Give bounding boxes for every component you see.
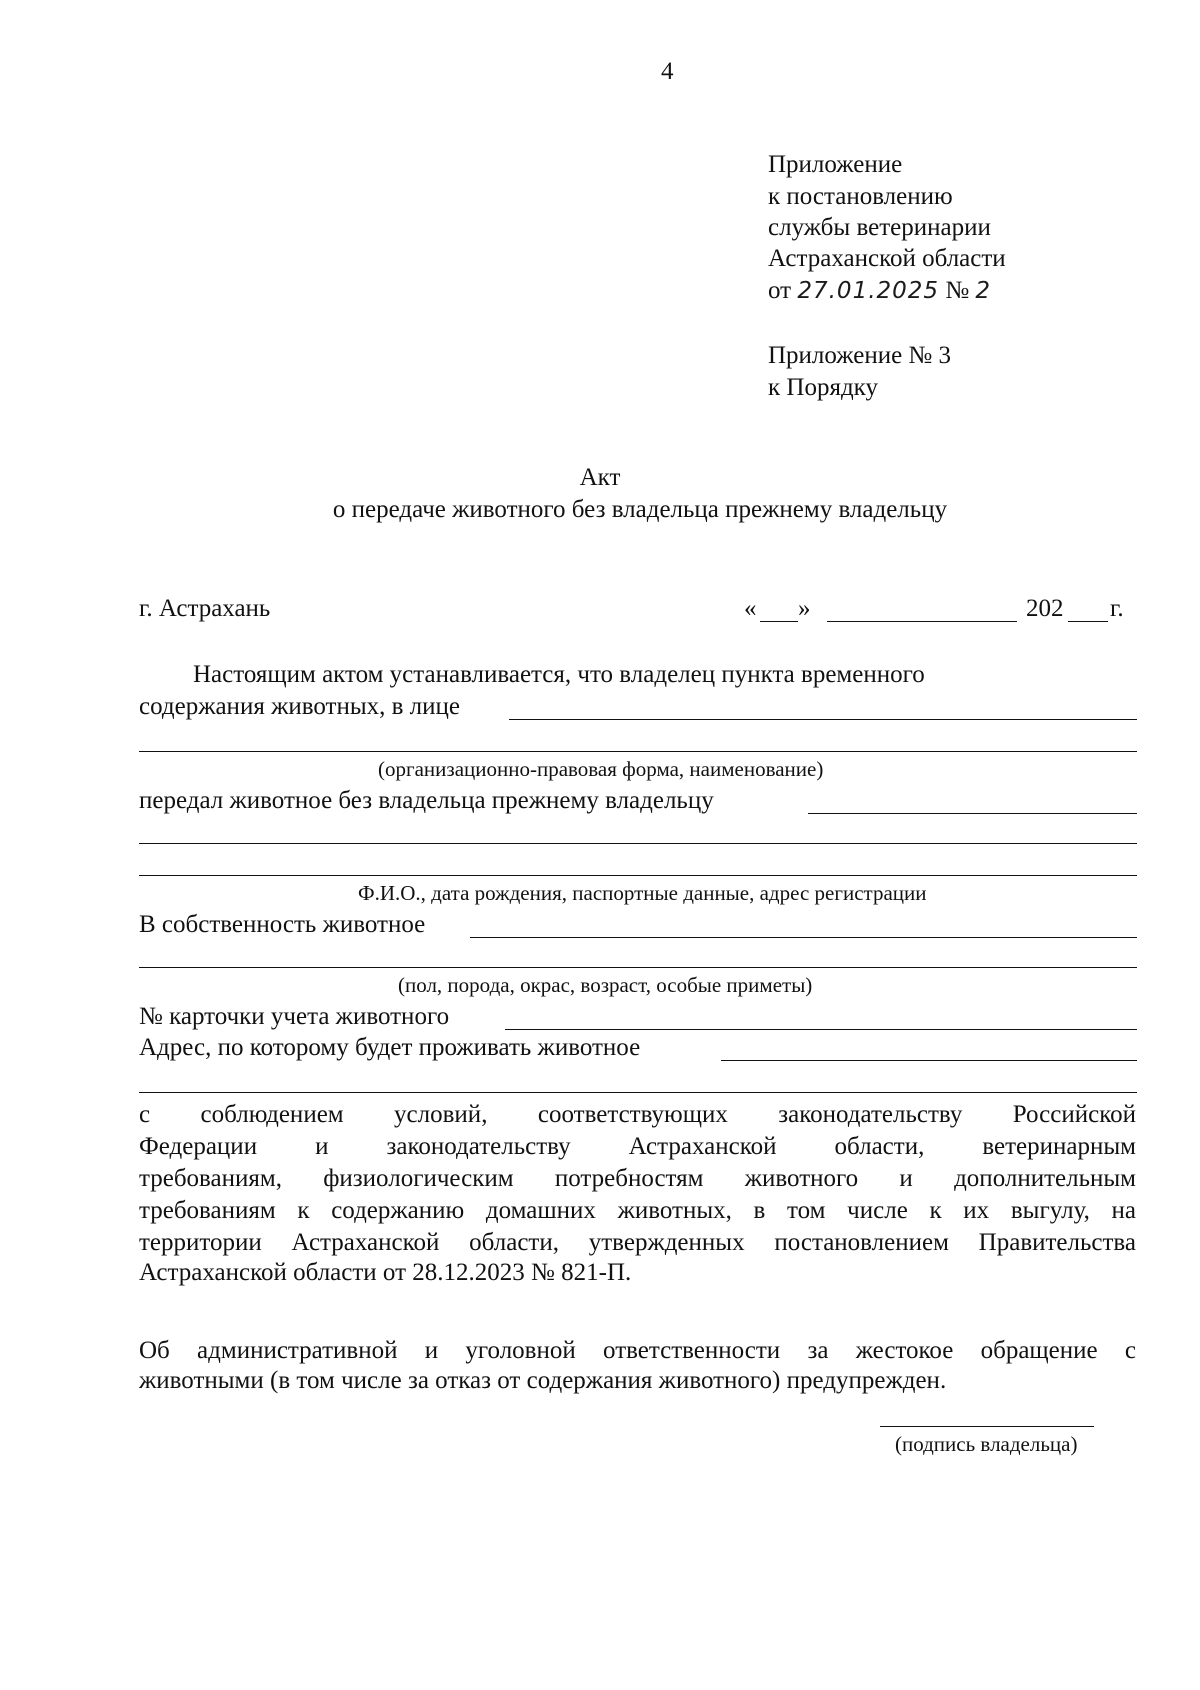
date-year-suffix: г. bbox=[1110, 595, 1124, 622]
card-blank bbox=[505, 1029, 1137, 1030]
paragraph-line: Федерации и законодательству Астраханской области, ветеринарным bbox=[139, 1133, 1136, 1160]
intro-line-2: содержания животных, в лице bbox=[139, 693, 461, 720]
warning-line-1: Об административной и уголовной ответственности за жестокое обращение с bbox=[139, 1337, 1136, 1364]
representative-blank bbox=[509, 719, 1137, 720]
ownership-label: В собственность животное bbox=[139, 911, 426, 938]
representative-blank-2 bbox=[139, 751, 1137, 752]
appendix3-line-2: к Порядку bbox=[768, 374, 878, 401]
warning-line-2: животными (в том числе за отказ от содержания животного) предупрежден. bbox=[139, 1367, 947, 1394]
handwritten-number: 2 bbox=[975, 278, 992, 304]
caption-owner: Ф.И.О., дата рождения, паспортные данные, адрес регистрации bbox=[358, 881, 927, 905]
date-day-blank bbox=[760, 621, 798, 622]
date-year-blank bbox=[1068, 621, 1108, 622]
animal-blank-1 bbox=[470, 937, 1137, 938]
intro-line-1: Настоящим актом устанавливается, что владелец пункта временного bbox=[193, 661, 925, 688]
document-title: Акт bbox=[579, 464, 621, 491]
appendix3-line-1: Приложение № 3 bbox=[768, 342, 952, 369]
appendix-line-3: службы ветеринарии bbox=[768, 214, 991, 241]
appendix-date-line bbox=[768, 277, 991, 305]
date-month-blank bbox=[827, 621, 1017, 622]
date-open-quote: « bbox=[744, 595, 757, 622]
document-subtitle: о передаче животного без владельца прежнему владельцу bbox=[332, 496, 948, 523]
signature-line bbox=[880, 1426, 1094, 1427]
caption-animal: (пол, порода, окрас, возраст, особые приметы) bbox=[398, 973, 813, 997]
address-label: Адрес, по которому будет проживать животное bbox=[139, 1034, 641, 1061]
date-year: 202 bbox=[1026, 595, 1064, 622]
place: г. Астрахань bbox=[139, 595, 271, 622]
caption-organization: (организационно-правовая форма, наименование) bbox=[378, 757, 824, 781]
address-blank-1 bbox=[721, 1060, 1137, 1061]
card-label: № карточки учета животного bbox=[139, 1003, 450, 1030]
paragraph-line: территории Астраханской области, утвержденных постановлением Правительства bbox=[139, 1229, 1136, 1256]
appendix-date-prefix: от bbox=[768, 277, 792, 304]
paragraph-line: с соблюдением условий, соответствующих законодательству Российской bbox=[139, 1101, 1136, 1128]
owner-blank-2 bbox=[139, 843, 1137, 844]
transfer-label: передал животное без владельца прежнему владельцу bbox=[139, 787, 714, 814]
page-number: 4 bbox=[661, 58, 674, 85]
animal-blank-2 bbox=[139, 967, 1137, 968]
paragraph-last-line: Астраханской области от 28.12.2023 № 821-П. bbox=[139, 1259, 632, 1286]
address-blank-2 bbox=[139, 1092, 1137, 1093]
paragraph-line: требованиям, физиологическим потребностям животного и дополнительным bbox=[139, 1165, 1136, 1192]
appendix-line-1: Приложение bbox=[768, 151, 903, 178]
signature-caption: (подпись владельца) bbox=[895, 1432, 1078, 1456]
owner-blank-3 bbox=[139, 875, 1137, 876]
paragraph-line: требованиям к содержанию домашних животных, в том числе к их выгулу, на bbox=[139, 1197, 1136, 1224]
appendix-line-4: Астраханской области bbox=[768, 245, 1006, 272]
date-close-quote: » bbox=[798, 595, 811, 622]
handwritten-date: 27.01.2025 bbox=[797, 278, 940, 304]
appendix-number-label: № bbox=[945, 277, 970, 304]
appendix-line-2: к постановлению bbox=[768, 183, 953, 210]
owner-blank-1 bbox=[808, 813, 1137, 814]
